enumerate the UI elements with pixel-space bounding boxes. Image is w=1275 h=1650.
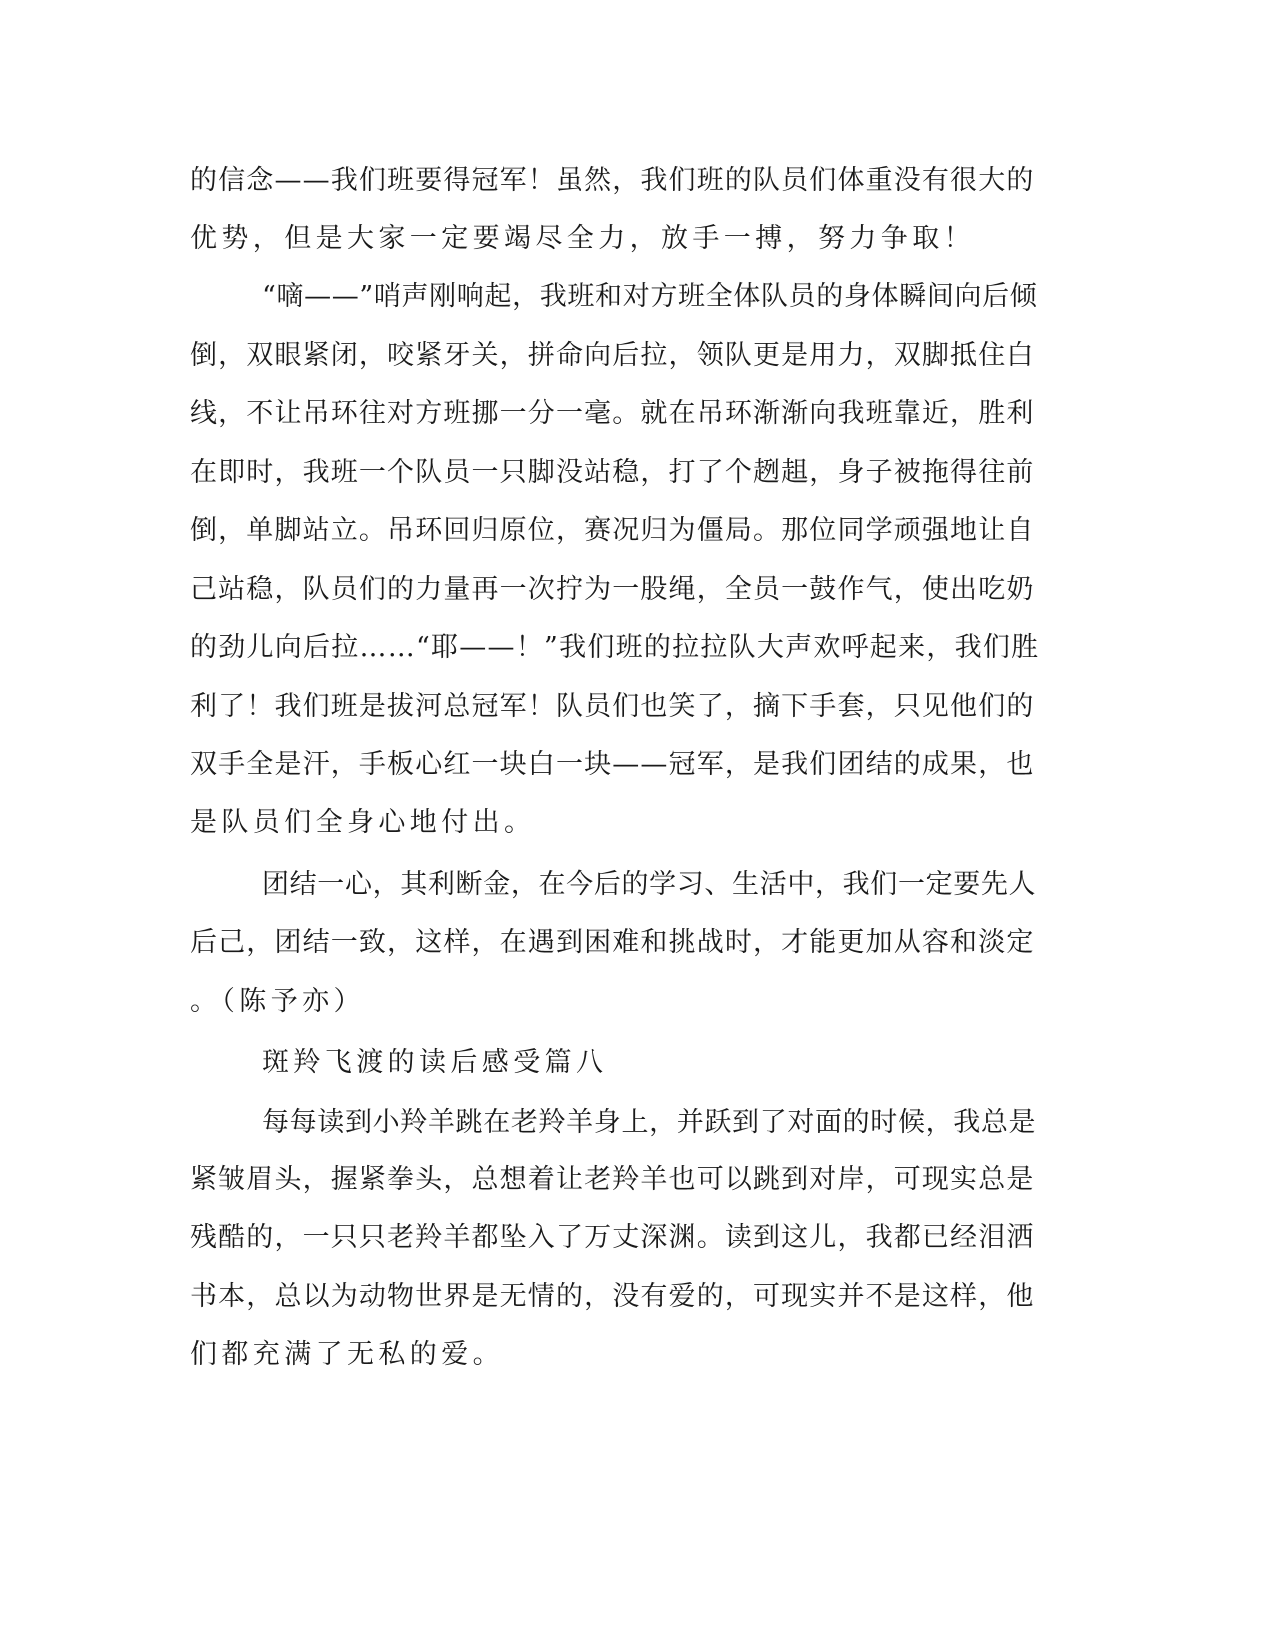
text-line: 每每读到小羚羊跳在老羚羊身上，并跃到了对面的时候，我总是: [262, 1107, 1037, 1138]
text-line: 团结一心，其利断金，在今后的学习、生活中，我们一定要先人: [262, 869, 1037, 900]
text-line: 优势，但是大家一定要竭尽全力，放手一搏，努力争取！: [190, 223, 975, 254]
section-heading: 斑羚飞渡的读后感受篇八: [262, 1047, 608, 1078]
text-line: 的劲儿向后拉……“耶——！”我们班的拉拉队大声欢呼起来，我们胜: [190, 632, 1040, 663]
text-line: 双手全是汗，手板心红一块白一块——冠军，是我们团结的成果，也: [190, 749, 1035, 780]
text-line: 的信念——我们班要得冠军！虽然，我们班的队员们体重没有很大的: [190, 165, 1035, 196]
text-line: 书本，总以为动物世界是无情的，没有爱的，可现实并不是这样，他: [190, 1281, 1035, 1312]
text-line: 们都充满了无私的爱。: [190, 1339, 504, 1370]
text-line: 利了！我们班是拔河总冠军！队员们也笑了，摘下手套，只见他们的: [190, 691, 1035, 722]
text-line: 是队员们全身心地付出。: [190, 807, 536, 838]
text-line: 倒，单脚站立。吊环回归原位，赛况归为僵局。那位同学顽强地让自: [190, 515, 1035, 546]
text-line: 。（陈予亦）: [190, 986, 365, 1017]
text-line: 后己，团结一致，这样，在遇到困难和挑战时，才能更加从容和淡定: [190, 927, 1035, 958]
text-line: 倒，双眼紧闭，咬紧牙关，拼命向后拉，领队更是用力，双脚抵住白: [190, 340, 1035, 371]
text-line: 在即时，我班一个队员一只脚没站稳，打了个趔趄，身子被拖得往前: [190, 457, 1035, 488]
text-line: 己站稳，队员们的力量再一次拧为一股绳，全员一鼓作气，使出吃奶: [190, 574, 1035, 605]
text-line: 紧皱眉头，握紧拳头，总想着让老羚羊也可以跳到对岸，可现实总是: [190, 1164, 1035, 1195]
text-line: “嘀——”哨声刚响起，我班和对方班全体队员的身体瞬间向后倾: [262, 281, 1038, 312]
text-line: 线，不让吊环往对方班挪一分一毫。就在吊环渐渐向我班靠近，胜利: [190, 398, 1035, 429]
text-line: 残酷的，一只只老羚羊都坠入了万丈深渊。读到这儿，我都已经泪洒: [190, 1222, 1035, 1253]
